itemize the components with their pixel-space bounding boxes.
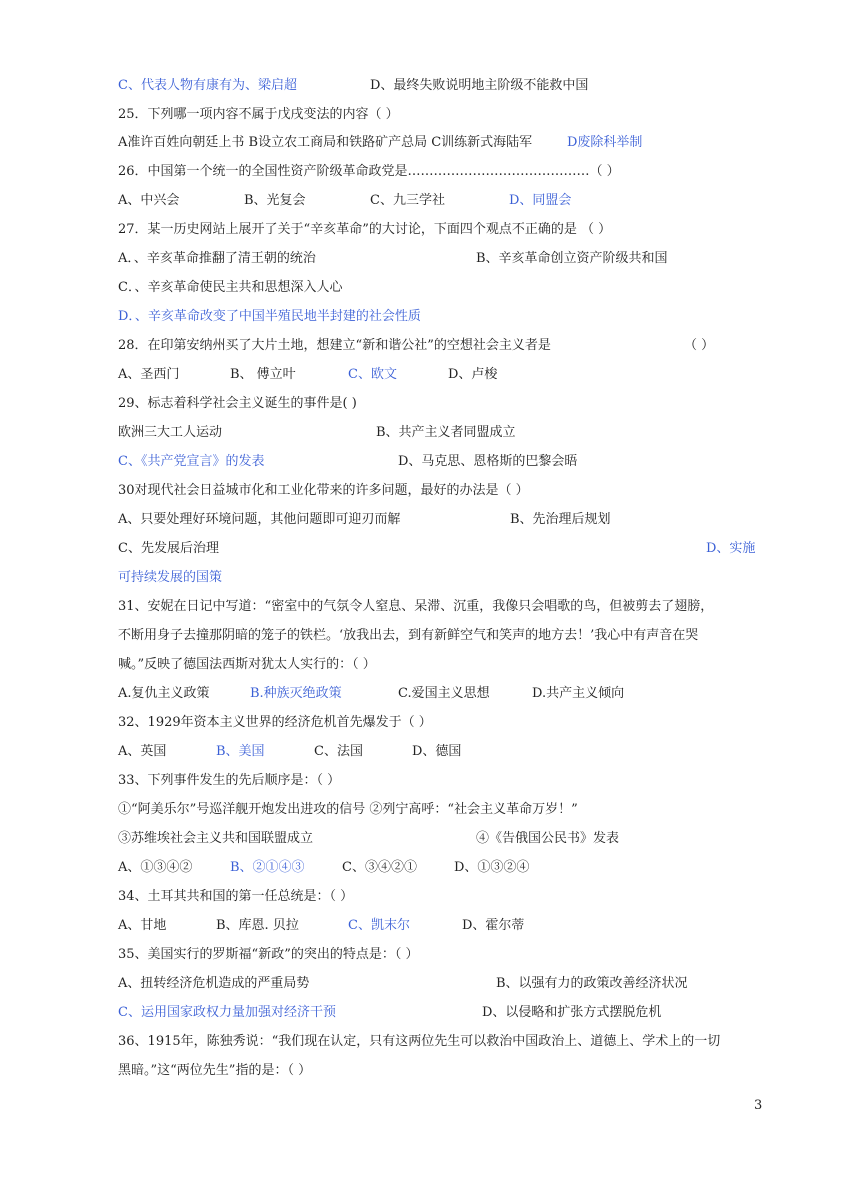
line-text: 36、1915年，陈独秀说：“我们现在认定，只有这两位先生可以救治中国政治上、道德上、学术上的一切 xyxy=(118,1034,721,1049)
line-text: 34、土耳其共和国的第一任总统是：（ ） xyxy=(118,889,354,904)
text-line xyxy=(118,192,758,210)
line-text: 31、安妮在日记中写道：“密室中的气氛令人窒息、呆滞、沉重，我像只会唱歌的鸟，但被剪去了翅膀， xyxy=(118,599,714,614)
line-text: 29、标志着科学社会主义诞生的事件是( ) xyxy=(118,396,357,411)
answer-text: C、欧文 xyxy=(348,367,397,382)
text-line xyxy=(118,250,758,268)
line-text: D、最终失败说明地主阶级不能救中国 xyxy=(370,78,589,93)
line-text: B、 傅立叶 xyxy=(230,367,296,382)
text-line xyxy=(118,917,758,935)
text-line xyxy=(118,1062,758,1080)
answer-text: C、凯末尔 xyxy=(348,918,410,933)
text-line xyxy=(118,656,758,674)
text-line xyxy=(118,801,758,819)
line-text: C.爱国主义思想 xyxy=(398,686,490,701)
line-text: （ ） xyxy=(684,338,715,353)
text-line xyxy=(118,569,758,587)
text-line xyxy=(118,77,758,95)
line-text: A．、辛亥革命推翻了清王朝的统治 xyxy=(118,251,316,266)
text-line xyxy=(118,366,758,384)
line-text: 26．中国第一个统一的全国性资产阶级革命政党是……………………………………（ ） xyxy=(118,164,620,179)
line-text: 黑暗。”这“两位先生”指的是：（ ） xyxy=(118,1063,312,1078)
text-line xyxy=(118,163,758,181)
line-text: D、霍尔蒂 xyxy=(462,918,525,933)
line-text: C．、辛亥革命使民主共和思想深入人心 xyxy=(118,280,343,295)
text-line xyxy=(118,308,758,326)
answer-text: D、同盟会 xyxy=(509,193,572,208)
line-text: C、九三学社 xyxy=(370,193,445,208)
answer-text: D废除科举制 xyxy=(567,135,643,150)
line-text: 25．下列哪一项内容不属于戊戌变法的内容（ ） xyxy=(118,107,399,122)
line-text: A准许百姓向朝廷上书 B设立农工商局和铁路矿产总局 C训练新式海陆军 xyxy=(118,135,533,150)
line-text: D、马克思、恩格斯的巴黎会晤 xyxy=(398,454,578,469)
line-text: D.共产主义倾向 xyxy=(532,686,625,701)
line-text: A、①③④② xyxy=(118,860,193,875)
answer-text: 可持续发展的国策 xyxy=(118,570,223,585)
text-line xyxy=(118,830,758,848)
line-text: 欧洲三大工人运动 xyxy=(118,425,223,440)
line-text: D、卢梭 xyxy=(448,367,498,382)
text-line xyxy=(118,453,758,471)
line-text: C、法国 xyxy=(314,744,363,759)
line-text: B、以强有力的政策改善经济状况 xyxy=(496,976,688,991)
text-line xyxy=(118,511,758,529)
line-text: B、先治理后规划 xyxy=(510,512,611,527)
line-text: D、①③②④ xyxy=(454,860,530,875)
text-line xyxy=(118,395,758,413)
line-text: A、扭转经济危机造成的严重局势 xyxy=(118,976,310,991)
answer-text: B、②①④③ xyxy=(230,860,305,875)
text-line xyxy=(118,1004,758,1022)
text-line xyxy=(118,946,758,964)
line-text: B、辛亥革命创立资产阶级共和国 xyxy=(476,251,668,266)
line-text: ④《告俄国公民书》发表 xyxy=(476,831,620,846)
text-line xyxy=(118,337,758,355)
line-text: B、共产主义者同盟成立 xyxy=(376,425,516,440)
text-line xyxy=(118,859,758,877)
line-text: ③苏维埃社会主义共和国联盟成立 xyxy=(118,831,314,846)
text-line xyxy=(118,279,758,297)
line-text: 35、美国实行的罗斯福“新政”的突出的特点是：（ ） xyxy=(118,947,419,962)
text-line xyxy=(118,975,758,993)
line-text: C、③④②① xyxy=(342,860,417,875)
text-line xyxy=(118,134,758,152)
line-text: 32、1929年资本主义世界的经济危机首先爆发于（ ） xyxy=(118,715,432,730)
line-text: B、光复会 xyxy=(244,193,306,208)
answer-text: C、代表人物有康有为、梁启超 xyxy=(118,78,297,93)
text-line xyxy=(118,540,758,558)
line-text: A、圣西门 xyxy=(118,367,180,382)
page-number: 3 xyxy=(754,1098,763,1113)
line-text: 33、下列事件发生的先后顺序是：（ ） xyxy=(118,773,341,788)
text-line xyxy=(118,106,758,124)
text-line xyxy=(118,714,758,732)
answer-text: B、美国 xyxy=(216,744,265,759)
line-text: 不断用身子去撞那阴暗的笼子的铁栏。‘放我出去，到有新鲜空气和笑声的地方去！’我心中有声音在哭 xyxy=(118,628,699,643)
line-text: 30对现代社会日益城市化和工业化带来的许多问题，最好的办法是（ ） xyxy=(118,483,529,498)
text-line xyxy=(118,772,758,790)
line-text: C、先发展后治理 xyxy=(118,541,219,556)
line-text: D、德国 xyxy=(412,744,462,759)
text-line xyxy=(118,685,758,703)
text-line xyxy=(118,598,758,616)
text-line xyxy=(118,743,758,761)
line-text: A.复仇主义政策 xyxy=(118,686,210,701)
line-text: 喊。”反映了德国法西斯对犹太人实行的：（ ） xyxy=(118,657,376,672)
text-line xyxy=(118,1033,758,1051)
answer-text: D、实施 xyxy=(706,541,756,556)
text-line xyxy=(118,888,758,906)
answer-text: C、《共产党宣言》的发表 xyxy=(118,454,265,469)
text-line xyxy=(118,482,758,500)
line-text: 27．某一历史网站上展开了关于“辛亥革命”的大讨论，下面四个观点不正确的是 （ ） xyxy=(118,222,612,237)
text-line xyxy=(118,424,758,442)
answer-text: D．、辛亥革命改变了中国半殖民地半封建的社会性质 xyxy=(118,309,421,324)
text-line xyxy=(118,221,758,239)
line-text: A、英国 xyxy=(118,744,167,759)
text-line xyxy=(118,627,758,645)
line-text: 28．在印第安纳州买了大片土地，想建立“新和谐公社”的空想社会主义者是 xyxy=(118,338,551,353)
line-text: A、中兴会 xyxy=(118,193,180,208)
answer-text: B.种族灭绝政策 xyxy=(250,686,342,701)
answer-text: C、运用国家政权力量加强对经济干预 xyxy=(118,1005,336,1020)
line-text: B、库恩. 贝拉 xyxy=(216,918,299,933)
line-text: D、以侵略和扩张方式摆脱危机 xyxy=(482,1005,662,1020)
line-text: A、只要处理好环境问题，其他问题即可迎刃而解 xyxy=(118,512,401,527)
line-text: ①“阿美乐尔”号巡洋舰开炮发出进攻的信号 ②列宁高呼：“社会主义革命万岁！” xyxy=(118,802,578,817)
line-text: A、甘地 xyxy=(118,918,167,933)
